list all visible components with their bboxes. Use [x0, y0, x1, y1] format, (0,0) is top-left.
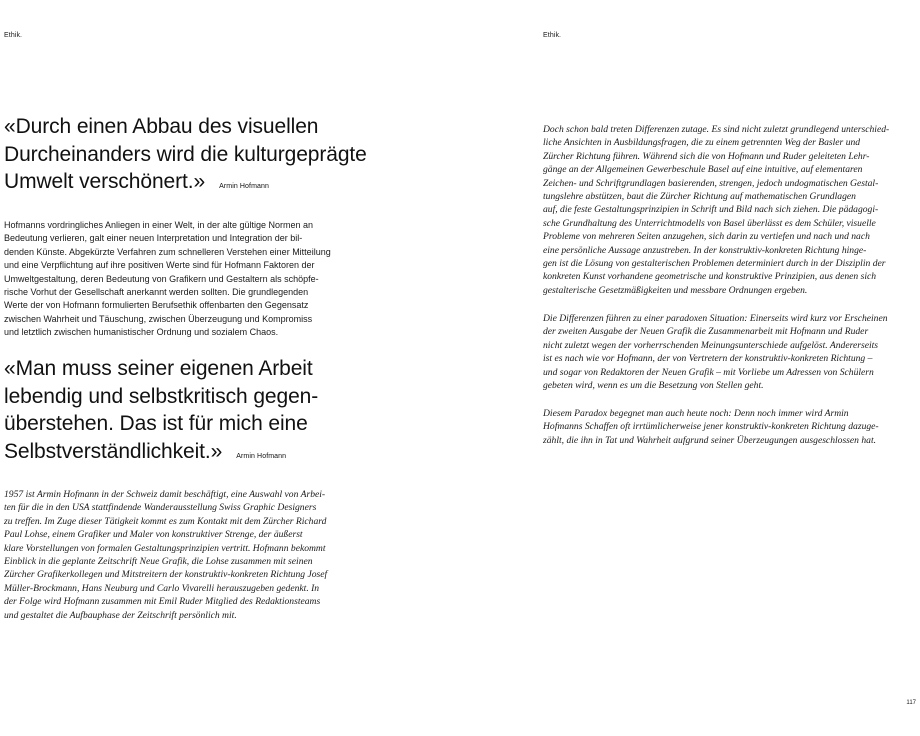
- left-running-header: Ethik.: [4, 32, 23, 39]
- body-paragraph-1: [4, 219, 404, 340]
- pull-quote-1-attribution: Armin Hofmann: [219, 183, 270, 190]
- right-paragraph-3: [543, 407, 915, 447]
- right-paragraph-3-text: Diesem Paradox begegnet man auch heute noch: Denn noch immer wird Armin Hofmanns Schaffen oft irrtümlicherweise jener konstruktiv-konkreten Richtung dazuge- zählt, die ihn in Tat und Wahrheit aufgrund seiner Überzeugungen ausgeschlossen hat.: [543, 408, 879, 446]
- pull-quote-2-text: «Man muss seiner eigenen Arbeit lebendig und selbstkritisch gegen- überstehen. Das ist für mich eine Selbstverständlichkeit.»: [4, 357, 319, 463]
- pull-quote-2: [4, 355, 404, 470]
- right-paragraph-1: [543, 123, 915, 297]
- right-paragraph-1-text: Doch schon bald treten Differenzen zutage. Es sind nicht zuletzt grundlegend unterschied- liche Ansichten in Ausbildungsfragen, die zu einem getrennten Weg der Basler und Zürcher Richtung führen. Während sich die von Hofmann und Ruder geleiteten Lehr- gänge an der Allgemeinen Gewerbeschule Basel auf eine intuitive, auf elementaren Zeichen- und Schriftgrundlagen basierenden, strengen, jedoch undogmatischen Gestal- tungslehre abstützen, baut die Zürcher Richtung auf mathematischen Grundlagen auf, die feste Gestaltungsprinzipien in Schrift und Bild nach sich ziehen. Die pädagogi- sche Grundhaltung des Unterrichtmodells von Basel überlässt es dem Schüler, visuelle Probleme von mehreren Seiten anzugehen, sich darin zu vertiefen und nach und nach eine persönliche Aussage anzustreben. In der konstruktiv-konkreten Richtung hinge- gen ist die Lösung von gestalterischen Problemen determiniert durch in der Disziplin der konkreten Kunst vorhandene geometrische und konstruktive Prinzipien, aus denen sich gestalterische Gesetzmäßigkeiten und messbare Ordnungen ergeben.: [543, 124, 890, 296]
- body-paragraph-2-text: 1957 ist Armin Hofmann in der Schweiz damit beschäftigt, eine Auswahl von Arbei- ten für die in den USA stattfindende Wanderausstellung Swiss Graphic Designers zu treffen. Im Zuge dieser Tätigkeit kommt es zum Kontakt mit dem Zürcher Richard Paul Lohse, einem Grafiker und Maler von konstruktiver Strenge, der äußerst klare Vorstellungen von formalen Gestaltungsprinzipien vertritt. Hofmann bekommt Einblick in die geplante Zeitschrift Neue Grafik, die Lohse zusammen mit seinen Zürcher Grafikerkollegen und Mitstreitern der konstruktiv-konkreten Richtung Josef Müller-Brockmann, Hans Neuburg und Carlo Vivarelli herauszugeben gedenkt. In der Folge wird Hofmann zusammen mit Emil Ruder Mitglied des Redaktionsteams und gestaltet die Aufbauphase der Zeitschrift persönlich mit.: [4, 489, 328, 621]
- right-running-header: Ethik.: [543, 32, 562, 39]
- right-paragraph-2: [543, 312, 915, 392]
- pull-quote-1-text: «Durch einen Abbau des visuellen Durcheinanders wird die kulturgeprägte Umwelt verschönert.»: [4, 115, 367, 193]
- right-paragraph-2-text: Die Differenzen führen zu einer paradoxen Situation: Einerseits wird kurz vor Erscheinen der zweiten Ausgabe der Neuen Grafik die Zusammenarbeit mit Hofmann und Ruder nicht zuletzt wegen der vorherrschenden Meinungsunterschiede aufgelöst. Andererseits ist es nach wie vor Hofmann, der von Vertretern der konstruktiv-konkreten Richtung – und sogar von Redaktoren der Neuen Grafik – mit Vorliebe um Adressen von Schülern gebeten wird, wenn es um die Besetzung von Stellen geht.: [543, 313, 888, 392]
- pull-quote-2-attribution: Armin Hofmann: [236, 452, 287, 460]
- body-paragraph-2: [4, 488, 404, 622]
- body-paragraph-1-text: Hofmanns vordringliches Anliegen in einer Welt, in der alte gültige Normen an Bedeutung verlieren, galt einer neuen Interpretation und Integration der bil- denden Künste. Abgekürzte Verfahren zum schnelleren Verstehen einer Mitteilung und eine Verpflichtung auf ihre positiven Werte sind für Hofmann Faktoren der Umweltgestaltung, deren Bedeutung von Grafikern und Gestaltern als schöpfe- rische Vorhut der Gesellschaft anerkannt werden sollten. Die grundlegenden Werte der von Hofmann formulierten Berufsethik offenbarten den Gegensatz zwischen Wahrheit und Täuschung, zwischen Überzeugung und Kompromiss und letztlich zwischen humanistischer Ordnung und sozialem Chaos.: [4, 220, 331, 338]
- pull-quote-1: [4, 113, 404, 201]
- page-number: 117: [906, 700, 916, 706]
